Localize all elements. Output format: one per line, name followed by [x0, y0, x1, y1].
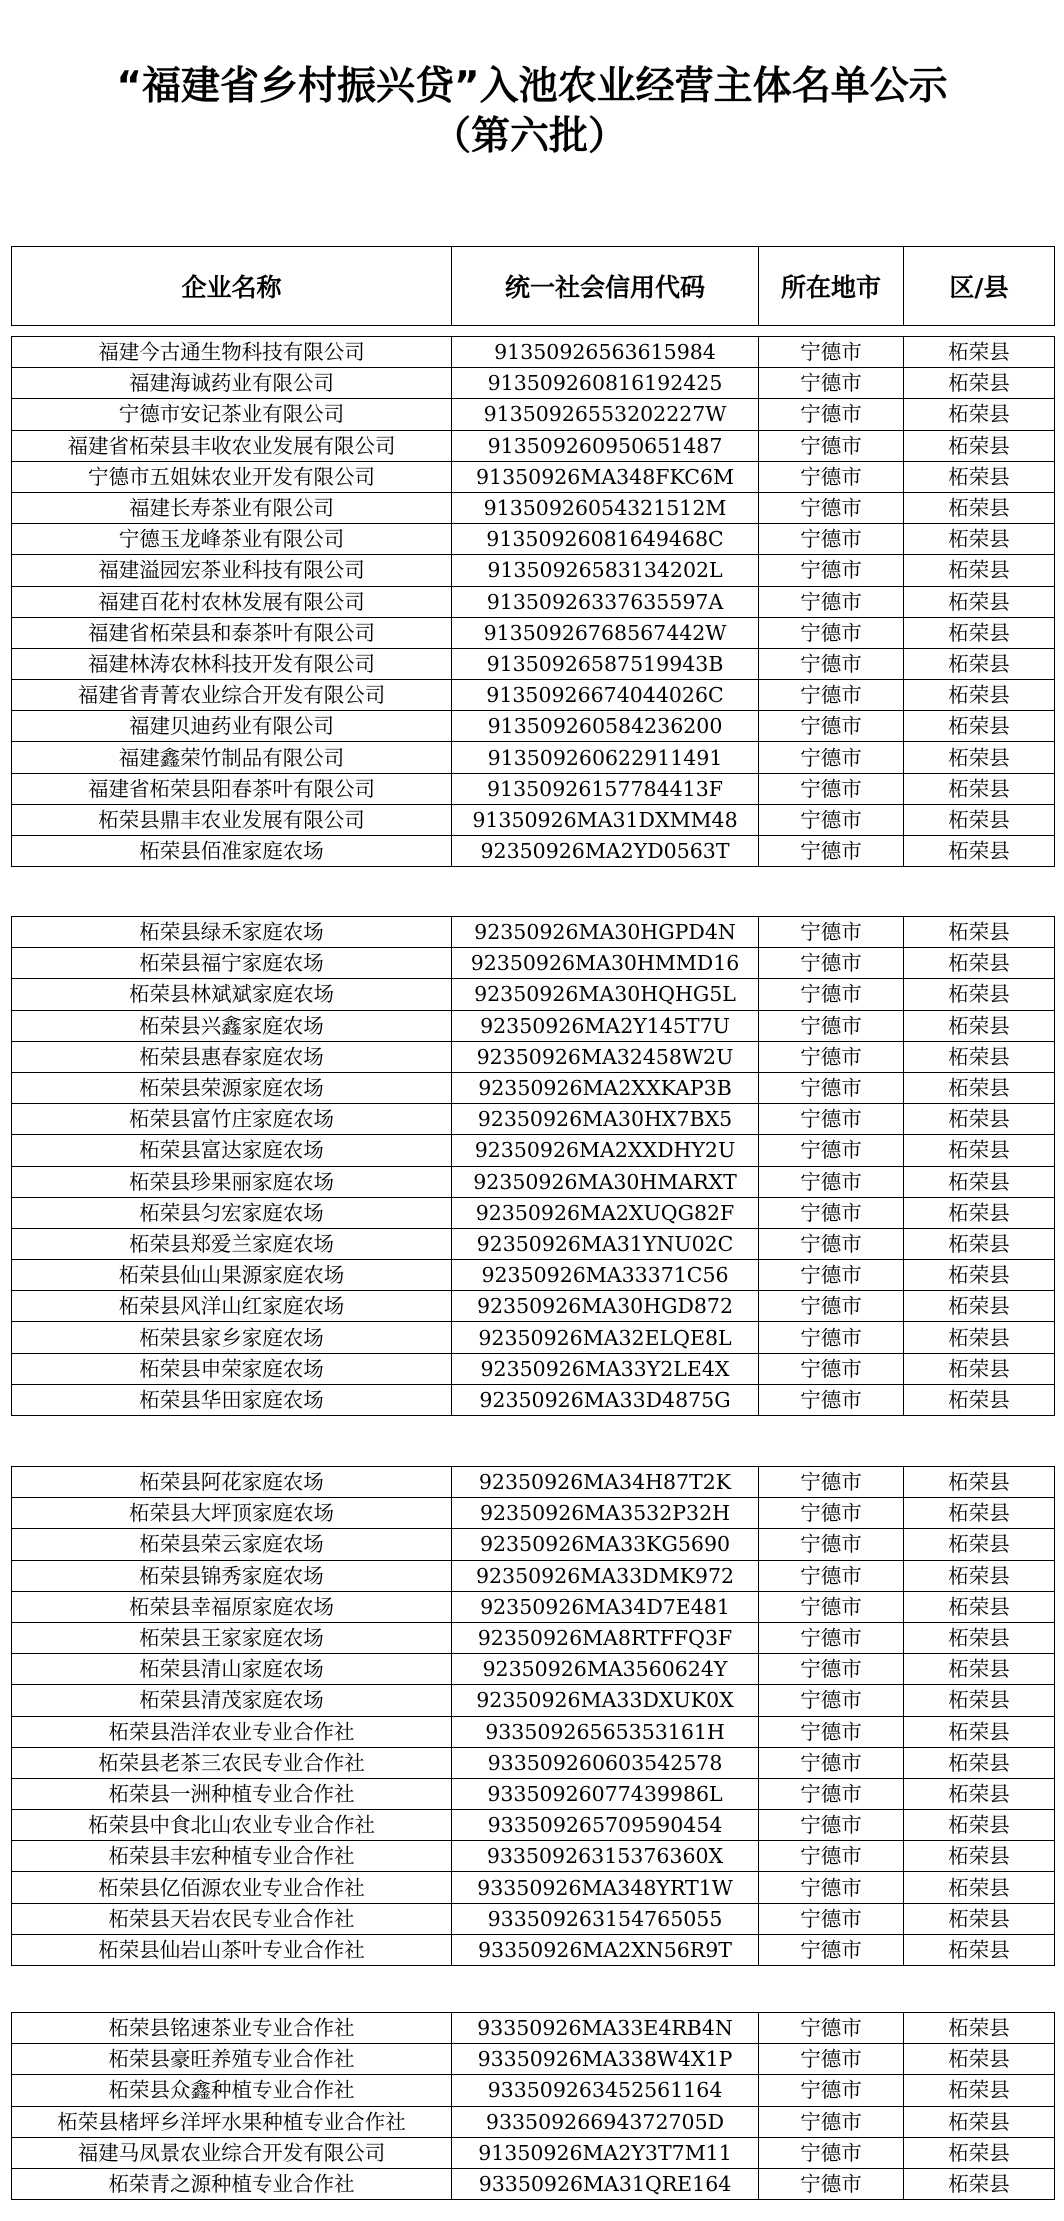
credit-code-cell: 933509260603542578: [452, 1747, 759, 1778]
county-cell: 柘荣县: [904, 1384, 1055, 1415]
table-row: [12, 711, 1055, 742]
table-row: [12, 555, 1055, 586]
city-cell: 宁德市: [759, 1467, 904, 1498]
city-cell: 宁德市: [759, 399, 904, 430]
credit-code-cell: 92350926MA30HQHG5L: [452, 979, 759, 1010]
county-cell: 柘荣县: [904, 399, 1055, 430]
credit-code-cell: 913509260950651487: [452, 430, 759, 461]
table-row: [12, 524, 1055, 555]
header-county: 区/县: [904, 247, 1055, 326]
county-cell: 柘荣县: [904, 1685, 1055, 1716]
county-cell: 柘荣县: [904, 836, 1055, 867]
table-row: [12, 2168, 1055, 2199]
table-row: [12, 1197, 1055, 1228]
city-cell: 宁德市: [759, 1560, 904, 1591]
city-cell: 宁德市: [759, 1778, 904, 1809]
table-row: [12, 461, 1055, 492]
company-name-cell: 福建溢园宏茶业科技有限公司: [12, 555, 452, 586]
company-name-cell: 柘荣县鼎丰农业发展有限公司: [12, 804, 452, 835]
credit-code-cell: 92350926MA34H87T2K: [452, 1467, 759, 1498]
company-name-cell: 柘荣县富达家庭农场: [12, 1135, 452, 1166]
credit-code-cell: 92350926MA30HMMD16: [452, 948, 759, 979]
county-cell: 柘荣县: [904, 1654, 1055, 1685]
credit-code-cell: 92350926MA33Y2LE4X: [452, 1353, 759, 1384]
company-name-cell: 柘荣县阿花家庭农场: [12, 1467, 452, 1498]
city-cell: 宁德市: [759, 1903, 904, 1934]
table-row: [12, 430, 1055, 461]
county-cell: 柘荣县: [904, 1872, 1055, 1903]
company-name-cell: 柘荣县清茂家庭农场: [12, 1685, 452, 1716]
table-row: [12, 1560, 1055, 1591]
credit-code-cell: 91350926054321512M: [452, 492, 759, 523]
table-row: [12, 337, 1055, 368]
company-name-cell: 柘荣县大坪顶家庭农场: [12, 1498, 452, 1529]
credit-code-cell: 92350926MA2YD0563T: [452, 836, 759, 867]
table-row: [12, 1778, 1055, 1809]
company-name-cell: 福建省柘荣县阳春茶叶有限公司: [12, 773, 452, 804]
city-cell: 宁德市: [759, 979, 904, 1010]
company-name-cell: 柘荣青之源种植专业合作社: [12, 2168, 452, 2199]
county-cell: 柘荣县: [904, 2168, 1055, 2199]
table-row: [12, 1291, 1055, 1322]
company-name-cell: 宁德玉龙峰茶业有限公司: [12, 524, 452, 555]
city-cell: 宁德市: [759, 1716, 904, 1747]
table-row: [12, 1228, 1055, 1259]
county-cell: 柘荣县: [904, 1072, 1055, 1103]
city-cell: 宁德市: [759, 948, 904, 979]
credit-code-cell: 933509263154765055: [452, 1903, 759, 1934]
company-name-cell: 柘荣县绿禾家庭农场: [12, 917, 452, 948]
credit-code-cell: 93350926077439986L: [452, 1778, 759, 1809]
company-name-cell: 柘荣县风洋山红家庭农场: [12, 1291, 452, 1322]
city-cell: 宁德市: [759, 2106, 904, 2137]
credit-code-cell: 91350926768567442W: [452, 617, 759, 648]
table-row: [12, 1654, 1055, 1685]
city-cell: 宁德市: [759, 1498, 904, 1529]
credit-code-cell: 92350926MA30HGD872: [452, 1291, 759, 1322]
county-cell: 柘荣县: [904, 1197, 1055, 1228]
table-row: [12, 1903, 1055, 1934]
county-cell: 柘荣县: [904, 1591, 1055, 1622]
county-cell: 柘荣县: [904, 1903, 1055, 1934]
company-name-cell: 柘荣县兴鑫家庭农场: [12, 1010, 452, 1041]
county-cell: 柘荣县: [904, 1291, 1055, 1322]
credit-code-cell: 91350926MA2Y3T7M11: [452, 2137, 759, 2168]
county-cell: 柘荣县: [904, 617, 1055, 648]
credit-code-cell: 92350926MA33KG5690: [452, 1529, 759, 1560]
company-name-cell: 柘荣县华田家庭农场: [12, 1384, 452, 1415]
county-cell: 柘荣县: [904, 1778, 1055, 1809]
city-cell: 宁德市: [759, 1934, 904, 1965]
city-cell: 宁德市: [759, 1072, 904, 1103]
county-cell: 柘荣县: [904, 368, 1055, 399]
county-cell: 柘荣县: [904, 1934, 1055, 1965]
credit-code-cell: 92350926MA32ELQE8L: [452, 1322, 759, 1353]
credit-code-cell: 92350926MA2XUQG82F: [452, 1197, 759, 1228]
company-name-cell: 柘荣县仙山果源家庭农场: [12, 1260, 452, 1291]
credit-code-cell: 92350926MA33DXUK0X: [452, 1685, 759, 1716]
city-cell: 宁德市: [759, 1654, 904, 1685]
table-row: [12, 1529, 1055, 1560]
company-name-cell: 柘荣县丰宏种植专业合作社: [12, 1841, 452, 1872]
county-cell: 柘荣县: [904, 1135, 1055, 1166]
header-credit-code: 统一社会信用代码: [452, 247, 759, 326]
county-cell: 柘荣县: [904, 1260, 1055, 1291]
credit-code-cell: 92350926MA32458W2U: [452, 1041, 759, 1072]
company-name-cell: 柘荣县申荣家庭农场: [12, 1353, 452, 1384]
table-row: [12, 586, 1055, 617]
header-table: [11, 246, 1055, 326]
credit-code-cell: 913509260622911491: [452, 742, 759, 773]
company-name-cell: 柘荣县铭速茶业专业合作社: [12, 2013, 452, 2044]
city-cell: 宁德市: [759, 2168, 904, 2199]
credit-code-cell: 91350926MA348FKC6M: [452, 461, 759, 492]
county-cell: 柘荣县: [904, 1322, 1055, 1353]
credit-code-cell: 91350926674044026C: [452, 680, 759, 711]
credit-code-cell: 91350926563615984: [452, 337, 759, 368]
credit-code-cell: 913509260816192425: [452, 368, 759, 399]
credit-code-cell: 92350926MA31YNU02C: [452, 1228, 759, 1259]
credit-code-cell: 93350926565353161H: [452, 1716, 759, 1747]
county-cell: 柘荣县: [904, 773, 1055, 804]
page-title: [0, 62, 1064, 162]
credit-code-cell: 93350926694372705D: [452, 2106, 759, 2137]
table-row: [12, 979, 1055, 1010]
county-cell: 柘荣县: [904, 2137, 1055, 2168]
credit-code-cell: 92350926MA3532P32H: [452, 1498, 759, 1529]
company-name-cell: 柘荣县天岩农民专业合作社: [12, 1903, 452, 1934]
credit-code-cell: 92350926MA8RTFFQ3F: [452, 1622, 759, 1653]
credit-code-cell: 93350926MA348YRT1W: [452, 1872, 759, 1903]
table-row: [12, 1498, 1055, 1529]
city-cell: 宁德市: [759, 1135, 904, 1166]
credit-code-cell: 91350926587519943B: [452, 648, 759, 679]
credit-code-cell: 92350926MA2XXDHY2U: [452, 1135, 759, 1166]
table-row: [12, 2106, 1055, 2137]
city-cell: 宁德市: [759, 617, 904, 648]
city-cell: 宁德市: [759, 1166, 904, 1197]
table-row: [12, 2137, 1055, 2168]
city-cell: 宁德市: [759, 1529, 904, 1560]
city-cell: 宁德市: [759, 1810, 904, 1841]
credit-code-cell: 91350926553202227W: [452, 399, 759, 430]
company-name-cell: 柘荣县众鑫种植专业合作社: [12, 2075, 452, 2106]
company-name-cell: 福建马凤景农业综合开发有限公司: [12, 2137, 452, 2168]
city-cell: 宁德市: [759, 1841, 904, 1872]
credit-code-cell: 92350926MA3560624Y: [452, 1654, 759, 1685]
credit-code-cell: 913509260584236200: [452, 711, 759, 742]
credit-code-cell: 92350926MA33371C56: [452, 1260, 759, 1291]
county-cell: 柘荣县: [904, 337, 1055, 368]
city-cell: 宁德市: [759, 742, 904, 773]
table-row: [12, 1166, 1055, 1197]
company-name-cell: 福建长寿茶业有限公司: [12, 492, 452, 523]
city-cell: 宁德市: [759, 1260, 904, 1291]
credit-code-cell: 933509265709590454: [452, 1810, 759, 1841]
credit-code-cell: 92350926MA30HGPD4N: [452, 917, 759, 948]
company-name-cell: 柘荣县郑爱兰家庭农场: [12, 1228, 452, 1259]
county-cell: 柘荣县: [904, 711, 1055, 742]
company-name-cell: 柘荣县佰准家庭农场: [12, 836, 452, 867]
city-cell: 宁德市: [759, 917, 904, 948]
credit-code-cell: 92350926MA30HX7BX5: [452, 1104, 759, 1135]
table-row: [12, 804, 1055, 835]
city-cell: 宁德市: [759, 492, 904, 523]
county-cell: 柘荣县: [904, 1498, 1055, 1529]
table-row: [12, 399, 1055, 430]
header-company-name: 企业名称: [12, 247, 452, 326]
company-name-cell: 柘荣县楮坪乡洋坪水果种植专业合作社: [12, 2106, 452, 2137]
city-cell: 宁德市: [759, 711, 904, 742]
table-row: [12, 773, 1055, 804]
city-cell: 宁德市: [759, 337, 904, 368]
credit-code-cell: 91350926583134202L: [452, 555, 759, 586]
table-row: [12, 1353, 1055, 1384]
company-name-cell: 福建海诚药业有限公司: [12, 368, 452, 399]
table-block-1: [11, 336, 1055, 867]
company-name-cell: 柘荣县荣云家庭农场: [12, 1529, 452, 1560]
company-name-cell: 福建林涛农林科技开发有限公司: [12, 648, 452, 679]
city-cell: 宁德市: [759, 1010, 904, 1041]
table-row: [12, 948, 1055, 979]
city-cell: 宁德市: [759, 1291, 904, 1322]
credit-code-cell: 92350926MA2Y145T7U: [452, 1010, 759, 1041]
credit-code-cell: 91350926157784413F: [452, 773, 759, 804]
city-cell: 宁德市: [759, 648, 904, 679]
credit-code-cell: 93350926MA338W4X1P: [452, 2044, 759, 2075]
credit-code-cell: 93350926MA2XN56R9T: [452, 1934, 759, 1965]
county-cell: 柘荣县: [904, 680, 1055, 711]
city-cell: 宁德市: [759, 2013, 904, 2044]
county-cell: 柘荣县: [904, 1529, 1055, 1560]
county-cell: 柘荣县: [904, 742, 1055, 773]
table-row: [12, 1041, 1055, 1072]
credit-code-cell: 92350926MA2XXKAP3B: [452, 1072, 759, 1103]
company-name-cell: 宁德市安记茶业有限公司: [12, 399, 452, 430]
county-cell: 柘荣县: [904, 648, 1055, 679]
county-cell: 柘荣县: [904, 555, 1055, 586]
table-row: [12, 1716, 1055, 1747]
county-cell: 柘荣县: [904, 1622, 1055, 1653]
company-name-cell: 柘荣县一洲种植专业合作社: [12, 1778, 452, 1809]
city-cell: 宁德市: [759, 1685, 904, 1716]
city-cell: 宁德市: [759, 2137, 904, 2168]
credit-code-cell: 92350926MA33D4875G: [452, 1384, 759, 1415]
county-cell: 柘荣县: [904, 1166, 1055, 1197]
table-row: [12, 1135, 1055, 1166]
city-cell: 宁德市: [759, 368, 904, 399]
city-cell: 宁德市: [759, 1872, 904, 1903]
company-name-cell: 福建百花村农林发展有限公司: [12, 586, 452, 617]
credit-code-cell: 93350926315376360X: [452, 1841, 759, 1872]
county-cell: 柘荣县: [904, 804, 1055, 835]
company-name-cell: 柘荣县仙岩山茶叶专业合作社: [12, 1934, 452, 1965]
credit-code-cell: 933509263452561164: [452, 2075, 759, 2106]
city-cell: 宁德市: [759, 836, 904, 867]
city-cell: 宁德市: [759, 773, 904, 804]
city-cell: 宁德市: [759, 1591, 904, 1622]
company-name-cell: 福建鑫荣竹制品有限公司: [12, 742, 452, 773]
company-name-cell: 柘荣县惠春家庭农场: [12, 1041, 452, 1072]
credit-code-cell: 93350926MA33E4RB4N: [452, 2013, 759, 2044]
table-row: [12, 1622, 1055, 1653]
city-cell: 宁德市: [759, 1353, 904, 1384]
company-name-cell: 柘荣县老茶三农民专业合作社: [12, 1747, 452, 1778]
company-name-cell: 柘荣县幸福原家庭农场: [12, 1591, 452, 1622]
company-name-cell: 柘荣县浩洋农业专业合作社: [12, 1716, 452, 1747]
county-cell: 柘荣县: [904, 1716, 1055, 1747]
county-cell: 柘荣县: [904, 1467, 1055, 1498]
table-block-4: [11, 2012, 1055, 2200]
table-row: [12, 2044, 1055, 2075]
table-row: [12, 2013, 1055, 2044]
table-row: [12, 368, 1055, 399]
county-cell: 柘荣县: [904, 586, 1055, 617]
county-cell: 柘荣县: [904, 2075, 1055, 2106]
city-cell: 宁德市: [759, 586, 904, 617]
table-row: [12, 680, 1055, 711]
company-name-cell: 福建贝迪药业有限公司: [12, 711, 452, 742]
county-cell: 柘荣县: [904, 1353, 1055, 1384]
city-cell: 宁德市: [759, 461, 904, 492]
city-cell: 宁德市: [759, 1228, 904, 1259]
table-row: [12, 1384, 1055, 1415]
company-name-cell: 福建省青菁农业综合开发有限公司: [12, 680, 452, 711]
city-cell: 宁德市: [759, 1747, 904, 1778]
table-row: [12, 1104, 1055, 1135]
city-cell: 宁德市: [759, 680, 904, 711]
county-cell: 柘荣县: [904, 1560, 1055, 1591]
header-city: 所在地市: [759, 247, 904, 326]
company-name-cell: 柘荣县林斌斌家庭农场: [12, 979, 452, 1010]
county-cell: 柘荣县: [904, 461, 1055, 492]
table-row: [12, 1685, 1055, 1716]
company-name-cell: 柘荣县王家家庭农场: [12, 1622, 452, 1653]
company-name-cell: 柘荣县锦秀家庭农场: [12, 1560, 452, 1591]
table-row: [12, 742, 1055, 773]
company-name-cell: 柘荣县珍果丽家庭农场: [12, 1166, 452, 1197]
county-cell: 柘荣县: [904, 524, 1055, 555]
company-name-cell: 柘荣县清山家庭农场: [12, 1654, 452, 1685]
table-block-2: [11, 916, 1055, 1416]
table-row: [12, 1934, 1055, 1965]
county-cell: 柘荣县: [904, 1810, 1055, 1841]
credit-code-cell: 91350926MA31DXMM48: [452, 804, 759, 835]
county-cell: 柘荣县: [904, 2013, 1055, 2044]
table-row: [12, 648, 1055, 679]
county-cell: 柘荣县: [904, 430, 1055, 461]
table-row: [12, 1322, 1055, 1353]
table-row: [12, 1747, 1055, 1778]
company-name-cell: 柘荣县匀宏家庭农场: [12, 1197, 452, 1228]
county-cell: 柘荣县: [904, 1747, 1055, 1778]
city-cell: 宁德市: [759, 1322, 904, 1353]
county-cell: 柘荣县: [904, 1228, 1055, 1259]
table-row: [12, 1591, 1055, 1622]
county-cell: 柘荣县: [904, 492, 1055, 523]
city-cell: 宁德市: [759, 1104, 904, 1135]
table-row: [12, 1810, 1055, 1841]
table-row: [12, 836, 1055, 867]
company-name-cell: 宁德市五姐妹农业开发有限公司: [12, 461, 452, 492]
city-cell: 宁德市: [759, 1197, 904, 1228]
county-cell: 柘荣县: [904, 1010, 1055, 1041]
title-line-1: “福建省乡村振兴贷”入池农业经营主体名单公示: [116, 64, 948, 109]
county-cell: 柘荣县: [904, 1104, 1055, 1135]
table-row: [12, 1260, 1055, 1291]
table-row: [12, 917, 1055, 948]
header-row: [12, 247, 1055, 326]
city-cell: 宁德市: [759, 2075, 904, 2106]
city-cell: 宁德市: [759, 1384, 904, 1415]
county-cell: 柘荣县: [904, 1041, 1055, 1072]
company-name-cell: 福建省柘荣县和泰茶叶有限公司: [12, 617, 452, 648]
county-cell: 柘荣县: [904, 2106, 1055, 2137]
table-row: [12, 1010, 1055, 1041]
credit-code-cell: 93350926MA31QRE164: [452, 2168, 759, 2199]
table-block-3: [11, 1466, 1055, 1966]
credit-code-cell: 91350926081649468C: [452, 524, 759, 555]
county-cell: 柘荣县: [904, 979, 1055, 1010]
county-cell: 柘荣县: [904, 948, 1055, 979]
city-cell: 宁德市: [759, 524, 904, 555]
table-row: [12, 1467, 1055, 1498]
company-name-cell: 柘荣县家乡家庭农场: [12, 1322, 452, 1353]
company-name-cell: 柘荣县豪旺养殖专业合作社: [12, 2044, 452, 2075]
table-row: [12, 1872, 1055, 1903]
table-row: [12, 492, 1055, 523]
city-cell: 宁德市: [759, 1041, 904, 1072]
table-row: [12, 617, 1055, 648]
table-row: [12, 1841, 1055, 1872]
credit-code-cell: 92350926MA33DMK972: [452, 1560, 759, 1591]
title-line-2: （第六批）: [431, 114, 627, 159]
county-cell: 柘荣县: [904, 2044, 1055, 2075]
company-name-cell: 柘荣县荣源家庭农场: [12, 1072, 452, 1103]
city-cell: 宁德市: [759, 555, 904, 586]
company-name-cell: 柘荣县福宁家庭农场: [12, 948, 452, 979]
company-name-cell: 福建省柘荣县丰收农业发展有限公司: [12, 430, 452, 461]
credit-code-cell: 92350926MA34D7E481: [452, 1591, 759, 1622]
city-cell: 宁德市: [759, 430, 904, 461]
company-name-cell: 柘荣县富竹庄家庭农场: [12, 1104, 452, 1135]
credit-code-cell: 91350926337635597A: [452, 586, 759, 617]
city-cell: 宁德市: [759, 804, 904, 835]
table-row: [12, 2075, 1055, 2106]
company-name-cell: 柘荣县中食北山农业专业合作社: [12, 1810, 452, 1841]
county-cell: 柘荣县: [904, 917, 1055, 948]
county-cell: 柘荣县: [904, 1841, 1055, 1872]
city-cell: 宁德市: [759, 1622, 904, 1653]
city-cell: 宁德市: [759, 2044, 904, 2075]
company-name-cell: 福建今古通生物科技有限公司: [12, 337, 452, 368]
table-row: [12, 1072, 1055, 1103]
company-name-cell: 柘荣县亿佰源农业专业合作社: [12, 1872, 452, 1903]
credit-code-cell: 92350926MA30HMARXT: [452, 1166, 759, 1197]
